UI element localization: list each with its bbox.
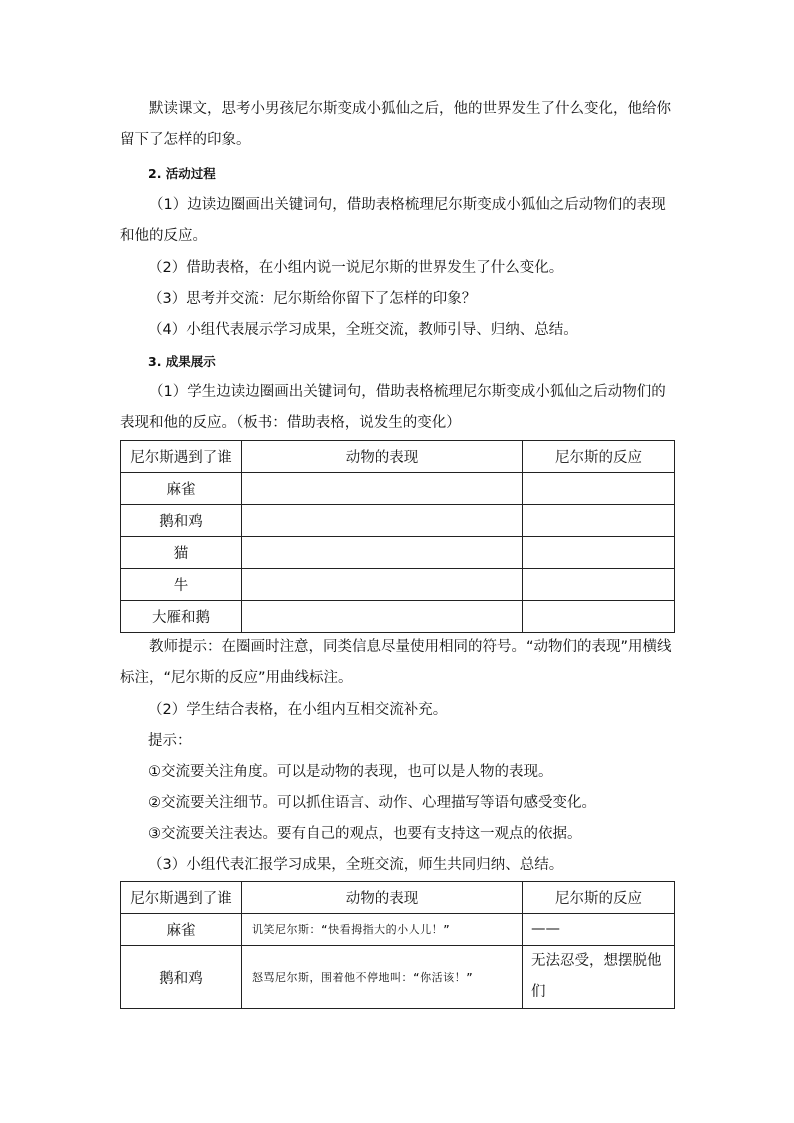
table-cell-who: 鹅和鸡 — [121, 505, 242, 537]
table-cell-who: 麻雀 — [121, 914, 242, 946]
table-header-who: 尼尔斯遇到了谁 — [121, 441, 242, 473]
activity-item-1: （1）边读边圈画出关键词句，借助表格梳理尼尔斯变成小狐仙之后动物们的表现和他的反应。 — [120, 197, 666, 244]
table-cell-empty — [523, 601, 675, 633]
table-cell-empty — [242, 537, 523, 569]
hint-1: ①交流要关注角度。可以是动物的表现，也可以是人物的表现。 — [148, 764, 553, 780]
table-header-reaction: 尼尔斯的反应 — [523, 441, 675, 473]
table-row — [121, 473, 675, 505]
table-cell-empty — [242, 473, 523, 505]
table-cell-empty — [523, 473, 675, 505]
table-cell-reaction: —— — [523, 914, 675, 946]
hint-2: ②交流要关注细节。可以抓住语言、动作、心理描写等语句感受变化。 — [148, 795, 596, 811]
table-cell-empty — [523, 569, 675, 601]
hint-3: ③交流要关注表达。要有自己的观点，也要有支持这一观点的依据。 — [148, 826, 582, 842]
activity-item-3: （3）思考并交流：尼尔斯给你留下了怎样的印象？ — [148, 291, 477, 307]
table-cell-who: 大雁和鹅 — [121, 601, 242, 633]
change-table — [120, 440, 675, 633]
table-cell-empty — [523, 505, 675, 537]
section-3-heading: 3. 成果展示 — [148, 354, 216, 369]
table-header-row — [121, 882, 675, 914]
table-cell-empty — [523, 537, 675, 569]
table-row — [121, 914, 675, 946]
result-item-3: （3）小组代表汇报学习成果，全班交流，师生共同归纳、总结。 — [148, 857, 564, 873]
table-cell-empty — [242, 601, 523, 633]
activity-item-4: （4）小组代表展示学习成果，全班交流，教师引导、归纳、总结。 — [148, 322, 578, 338]
table-cell-empty — [242, 505, 523, 537]
result-item-1: （1）学生边读边圈画出关键词句，借助表格梳理尼尔斯变成小狐仙之后动物们的表现和他的反应。（板书：借助表格，说发生的变化） — [120, 384, 666, 431]
table-row — [121, 569, 675, 601]
summary-table — [120, 881, 675, 1009]
table-header-behavior: 动物的表现 — [242, 882, 523, 914]
table-cell-who: 猫 — [121, 537, 242, 569]
table-header-row — [121, 441, 675, 473]
table-header-reaction: 尼尔斯的反应 — [523, 882, 675, 914]
table-cell-behavior: 怒骂尼尔斯，围着他不停地叫：“你活该！” — [242, 946, 523, 1009]
teacher-tip: 教师提示：在圈画时注意，同类信息尽量使用相同的符号。“动物们的表现”用横线标注，“尼尔斯的反应”用曲线标注。 — [120, 639, 672, 686]
table-cell-who: 麻雀 — [121, 473, 242, 505]
table-cell-empty — [242, 569, 523, 601]
table-row — [121, 601, 675, 633]
table-cell-who: 鹅和鸡 — [121, 946, 242, 1009]
activity-item-2: （2）借助表格，在小组内说一说尼尔斯的世界发生了什么变化。 — [148, 260, 564, 276]
table-row — [121, 946, 675, 1009]
table-cell-who: 牛 — [121, 569, 242, 601]
hint-label: 提示： — [148, 733, 192, 749]
table-header-who: 尼尔斯遇到了谁 — [121, 882, 242, 914]
result-item-2: （2）学生结合表格，在小组内互相交流补充。 — [148, 702, 448, 718]
table-header-behavior: 动物的表现 — [242, 441, 523, 473]
table-row — [121, 505, 675, 537]
table-cell-reaction: 无法忍受，想摆脱他们 — [523, 946, 675, 1009]
intro-paragraph: 默读课文，思考小男孩尼尔斯变成小狐仙之后，他的世界发生了什么变化，他给你留下了怎样的印象。 — [120, 101, 671, 148]
table-cell-behavior: 讥笑尼尔斯：“快看拇指大的小人儿！” — [242, 914, 523, 946]
section-2-heading: 2. 活动过程 — [148, 166, 216, 181]
table-row — [121, 537, 675, 569]
